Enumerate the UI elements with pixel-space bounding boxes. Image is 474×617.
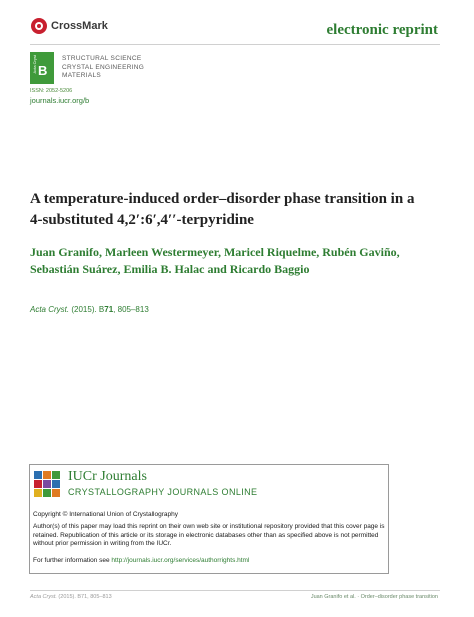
logo-square [52, 480, 60, 488]
citation-pages: , 805–813 [113, 305, 149, 314]
article-title-line: A temperature-induced order–disorder phase transition in a [30, 191, 415, 207]
issn: ISSN: 2052-5206 [30, 88, 73, 94]
copyright-notice: Copyright © International Union of Crystallography [33, 511, 178, 518]
iucr-logo-icon [34, 471, 60, 497]
crossmark-label: CrossMark [51, 20, 108, 32]
crossmark-icon [31, 18, 47, 34]
logo-square [34, 489, 42, 497]
footer-citation [30, 594, 112, 600]
iucr-journals-title: IUCr Journals [68, 469, 147, 484]
electronic-reprint-heading: electronic reprint [326, 22, 438, 38]
badge-section-letter: B [38, 63, 48, 78]
author-rights-link[interactable]: http://journals.iucr.org/services/authorrights.html [111, 557, 250, 564]
more-info-line [33, 557, 385, 566]
logo-square [52, 471, 60, 479]
iucr-journals-subtitle: CRYSTALLOGRAPHY JOURNALS ONLINE [68, 487, 258, 497]
footer-journal: Acta Cryst. [30, 594, 57, 600]
logo-square [52, 489, 60, 497]
logo-square [34, 471, 42, 479]
journal-badge [30, 52, 54, 84]
authors-line: Sebastián Suárez, Emilia B. Halac and Ricardo Baggio [30, 261, 310, 276]
article-title-line: 4-substituted 4,2′:6′,4′′-terpyridine [30, 212, 254, 228]
article-title [30, 189, 450, 231]
logo-square [43, 489, 51, 497]
header-divider [30, 44, 440, 45]
badge-series-label: Acta Cryst [32, 55, 37, 74]
logo-square [34, 480, 42, 488]
citation-year: (2015). B [71, 305, 105, 314]
citation-volume: 71 [104, 305, 114, 314]
article-citation [30, 305, 149, 314]
iucr-copyright-box [29, 464, 389, 574]
citation-journal: Acta Cryst. [30, 305, 70, 314]
journal-name-line: MATERIALS [62, 72, 102, 79]
footer-volume-pages: (2015). B71, 805–813 [56, 594, 112, 600]
journal-name [62, 55, 144, 81]
journal-name-line: STRUCTURAL SCIENCE [62, 55, 142, 62]
footer-running-title: Juan Granifo et al. · Order–disorder phase transition [310, 594, 438, 600]
logo-square [43, 480, 51, 488]
article-authors [30, 244, 450, 277]
footer-divider [30, 590, 440, 591]
journal-url-link[interactable]: journals.iucr.org/b [30, 96, 90, 105]
logo-square [43, 471, 51, 479]
rights-statement: Author(s) of this paper may load this reprint on their own web site or institutional repository provided that this cover page is retained. Republication of this article or its storage in electronic databases other than as specified above is not permitted without prior permission in writing from the IUCr. [33, 523, 385, 547]
more-info-prefix: For further information see [33, 557, 112, 564]
authors-line: Juan Granifo, Marleen Westermeyer, Maricel Riquelme, Rubén Gaviño, [30, 245, 400, 259]
crossmark-badge[interactable] [31, 18, 108, 34]
journal-name-line: CRYSTAL ENGINEERING [62, 63, 145, 71]
